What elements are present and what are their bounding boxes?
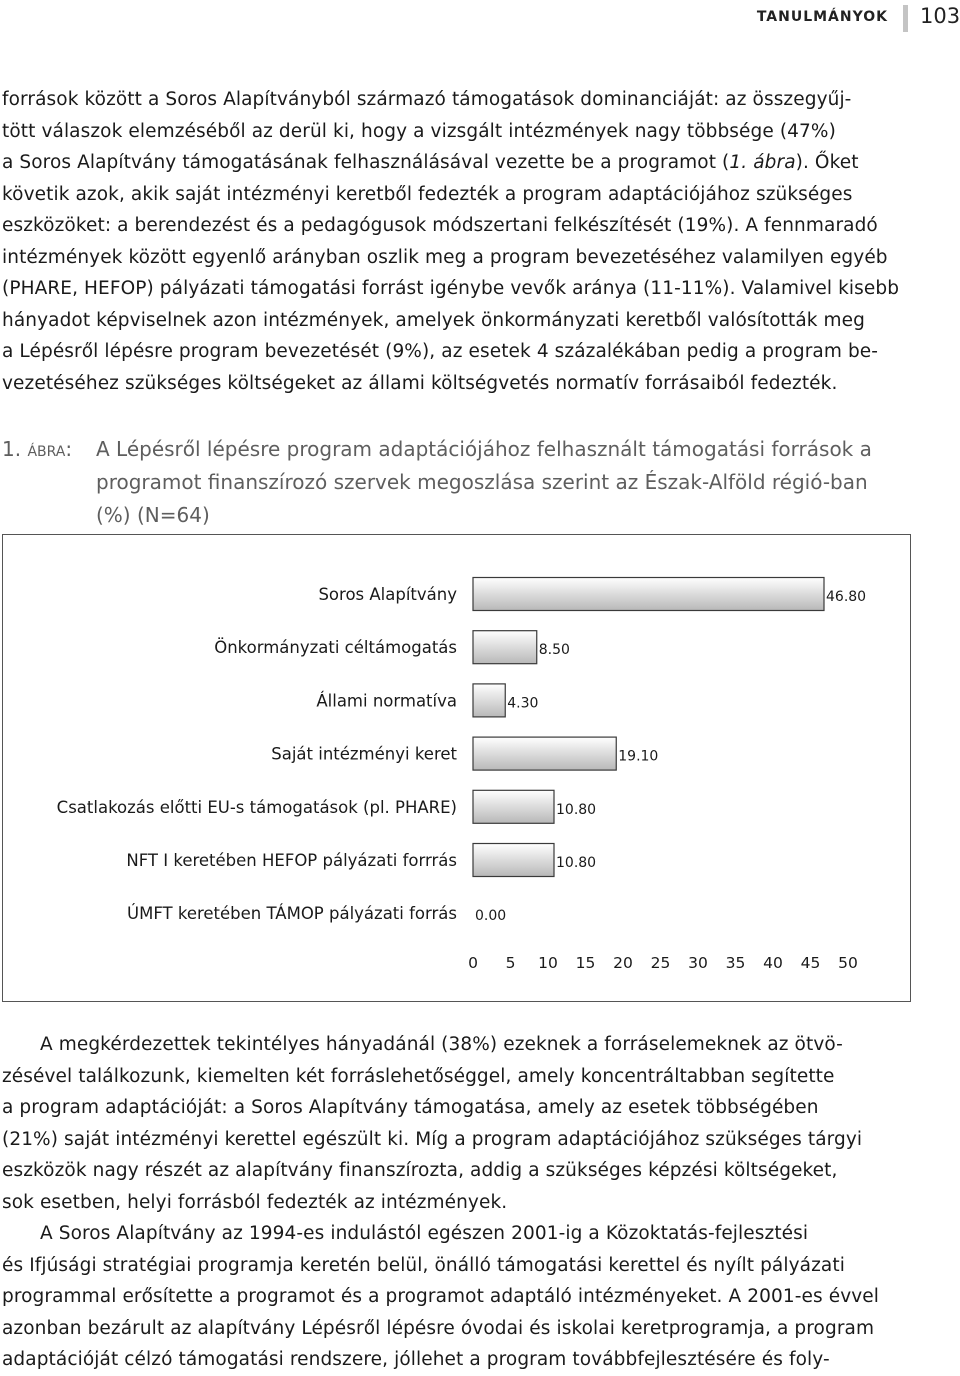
- text-line: programmal erősítette a programot és a programot adaptáló intézményeket. A 2001-es évvel: [2, 1286, 880, 1307]
- category-label: ÚMFT keretében TÁMOP pályázati forrás: [127, 904, 457, 924]
- data-label: 10.80: [556, 801, 597, 818]
- category-label: Soros Alapítvány: [318, 585, 457, 604]
- x-tick-label: 10: [538, 954, 558, 972]
- x-tick-label: 20: [613, 954, 633, 972]
- category-label: Állami normatíva: [316, 691, 457, 711]
- text-line: és Ifjúsági stratégiai programja keretén belül, önálló támogatási kerettel és nyílt pályázati: [2, 1254, 845, 1276]
- text-line: eszközök nagy részét az alapítvány finanszírozta, addig a szükséges képzési költségeket,: [2, 1160, 838, 1181]
- text-line: a program adaptációját: a Soros Alapítvány támogatása, amely az esetek többségében: [2, 1097, 819, 1118]
- text-line: források között a Soros Alapítványból származó támogatások dominanciáját: az összegyűj-: [2, 89, 852, 110]
- text-line: A megkérdezettek tekintélyes hányadánál (38%) ezeknek a forráselemeknek az ötvö-: [40, 1034, 843, 1055]
- data-label: 0.00: [475, 908, 507, 925]
- x-tick-label: 5: [505, 954, 516, 972]
- bar-chart: [2, 534, 911, 1002]
- text-line: zésével találkozunk, kiemelten két forráslehetőséggel, amely koncentráltabban segítette: [2, 1065, 835, 1087]
- text-line: (21%) saját intézményi kerettel egészült ki. Míg a program adaptációjához szükséges tárgyi: [2, 1128, 863, 1150]
- figure-number: 1. ábra:: [2, 437, 73, 461]
- data-label: 8.50: [538, 642, 570, 659]
- text-line: A Soros Alapítvány az 1994-es indulástól egészen 2001-ig a Közoktatás-fejlesztési: [40, 1223, 809, 1244]
- text-line: vezetéséhez szükséges költségeket az állami költségvetés normatív forrásaiból fedezték.: [2, 372, 838, 394]
- x-tick-label: 25: [650, 954, 671, 972]
- text-line: adaptációját célzó támogatási rendszere, jóllehet a program továbbfejlesztésére és foly-: [2, 1349, 830, 1370]
- category-label: Csatlakozás előtti EU-s támogatások (pl. PHARE): [56, 797, 457, 817]
- text-line: azonban bezárult az alapítvány Lépésről lépésre óvodai és iskolai keretprogramja, a program: [2, 1317, 875, 1339]
- data-label: 10.80: [556, 855, 597, 871]
- category-label: NFT I keretében HEFOP pályázati forrrás: [126, 851, 457, 870]
- text-line: [2, 147, 907, 179]
- text-line: követik azok, akik saját intézményi keretből fedezték a program adaptációjához szükséges: [2, 183, 853, 205]
- chart-canvas: [3, 535, 912, 1003]
- text-line: tött válaszok elemzéséből az derül ki, hogy a vizsgált intézmények nagy többsége (47%): [2, 120, 836, 142]
- text-line: a Lépésről lépésre program bevezetését (9%), az esetek 4 százalékában pedig a program be-: [2, 341, 879, 362]
- x-tick-label: 15: [575, 954, 596, 972]
- category-label: Önkormányzati céltámogatás: [214, 638, 457, 658]
- x-tick-label: 50: [838, 954, 858, 972]
- bar: [473, 790, 554, 823]
- bar: [473, 737, 616, 770]
- text-fragment: a Soros Alapítvány támogatásának felhasználásával vezette be a programot (: [2, 152, 730, 173]
- body-paragraph-1: [2, 84, 907, 399]
- bar: [473, 844, 554, 877]
- header-divider: [903, 5, 908, 32]
- x-tick-label: 30: [688, 954, 708, 972]
- data-label: 4.30: [507, 695, 539, 712]
- text-line: hányadot képviselnek azon intézmények, amelyek önkormányzati keretből valósították meg: [2, 309, 865, 331]
- text-line: eszközöket: a berendezést és a pedagógusok módszertani felkészítését (19%). A fennmaradó: [2, 215, 878, 236]
- text-line: intézmények között egyenlő arányban oszlik meg a program bevezetéséhez valamilyen egyéb: [2, 246, 888, 268]
- bar: [473, 631, 537, 664]
- x-tick-label: 45: [800, 954, 821, 972]
- page-header: [0, 0, 960, 40]
- page-number: 103: [920, 4, 960, 28]
- figure-reference: 1. ábra: [729, 152, 796, 173]
- text-line: (PHARE, HEFOP) pályázati támogatási forrást igénybe vevők aránya (11-11%). Valamivel kisebb: [2, 278, 900, 299]
- bar: [473, 578, 824, 611]
- x-tick-label: 40: [763, 954, 783, 972]
- x-tick-label: 0: [468, 954, 478, 972]
- text-fragment: ). Őket: [795, 152, 859, 173]
- category-label: Saját intézményi keret: [271, 744, 457, 764]
- section-label: TANULMÁNYOK: [756, 9, 888, 25]
- data-label: 19.10: [618, 748, 659, 765]
- data-label: 46.80: [826, 589, 867, 605]
- bar: [473, 684, 505, 717]
- text-line: sok esetben, helyi forrásból fedezték az intézmények.: [2, 1191, 508, 1213]
- figure-title: A Lépésről lépésre program adaptációjához felhasznált támogatási források a programot finanszírozó szervek megoszlása szerint az Észak-Alföld régió-ban (%) (N=64): [96, 437, 872, 527]
- body-paragraph-2: [2, 1029, 907, 1376]
- x-tick-label: 35: [725, 954, 746, 972]
